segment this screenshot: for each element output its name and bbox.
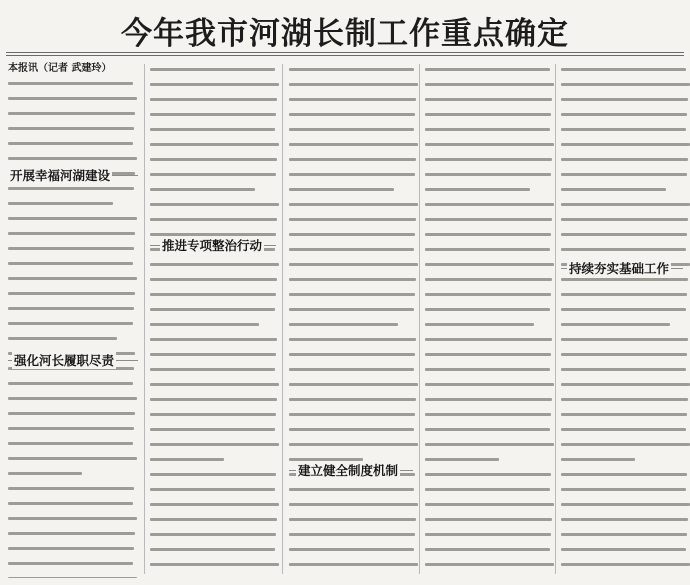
text-line (150, 563, 279, 566)
text-line (561, 518, 688, 521)
article-column-4 (425, 62, 555, 578)
text-line (425, 428, 550, 431)
text-line (8, 427, 134, 430)
text-line (150, 503, 279, 506)
text-line (289, 188, 394, 191)
text-line (561, 113, 687, 116)
text-line (150, 83, 279, 86)
text-line (425, 473, 551, 476)
text-line (8, 442, 133, 445)
text-line (425, 98, 552, 101)
text-line (150, 113, 276, 116)
text-line (561, 83, 690, 86)
text-line (8, 487, 134, 490)
text-line (150, 338, 277, 341)
text-line (561, 428, 686, 431)
text-line (8, 577, 137, 578)
text-line (8, 292, 135, 295)
text-line (425, 218, 552, 221)
text-line (150, 488, 275, 491)
text-line (150, 68, 275, 71)
section-heading: 强化河长履职尽责 (14, 353, 115, 368)
text-line (289, 113, 415, 116)
text-line (8, 112, 135, 115)
text-line (561, 188, 666, 191)
text-line (425, 383, 554, 386)
text-line (289, 563, 418, 566)
text-line (289, 203, 418, 206)
text-line (561, 563, 690, 566)
text-line (425, 263, 554, 266)
text-line (150, 218, 277, 221)
text-line (425, 533, 551, 536)
text-line (425, 113, 551, 116)
text-line (150, 398, 277, 401)
text-line (425, 353, 551, 356)
text-line (8, 97, 137, 100)
text-line (150, 263, 279, 266)
text-line (289, 308, 414, 311)
text-line (561, 98, 688, 101)
headline-rule-bottom (6, 55, 684, 56)
text-line (289, 263, 418, 266)
text-line (289, 518, 416, 521)
text-line (561, 383, 690, 386)
text-line (289, 68, 414, 71)
text-line (425, 278, 552, 281)
text-line (8, 517, 137, 520)
text-line (561, 533, 687, 536)
text-line (8, 202, 113, 205)
text-line (561, 443, 690, 446)
text-line (289, 548, 414, 551)
text-line (8, 412, 135, 415)
paragraph-lines (150, 62, 280, 578)
article-column-3 (289, 62, 419, 578)
text-line (289, 233, 415, 236)
text-line (425, 293, 551, 296)
text-line (8, 277, 137, 280)
text-line (289, 173, 415, 176)
text-line (150, 428, 275, 431)
text-line (150, 368, 275, 371)
text-line (8, 382, 133, 385)
text-line (150, 143, 279, 146)
text-line (289, 83, 418, 86)
text-line (150, 128, 275, 131)
text-line (425, 518, 552, 521)
text-line (289, 218, 416, 221)
text-line (561, 308, 686, 311)
text-line (561, 458, 635, 461)
text-line (8, 337, 117, 340)
text-line (425, 503, 554, 506)
text-line (425, 323, 534, 326)
section-heading: 建立健全制度机制 (298, 463, 399, 478)
text-line (561, 338, 688, 341)
headline: 今年我市河湖长制工作重点确定 (121, 16, 569, 52)
text-line (561, 158, 688, 161)
text-line (561, 278, 688, 281)
text-line (289, 383, 418, 386)
text-line (289, 413, 415, 416)
text-line (289, 443, 418, 446)
paragraph-lines (561, 62, 690, 578)
text-line (425, 203, 554, 206)
text-line (561, 353, 687, 356)
text-line (289, 98, 416, 101)
text-line (150, 278, 277, 281)
text-line (425, 338, 552, 341)
text-line (561, 128, 686, 131)
article-column-1 (8, 62, 138, 578)
text-line (8, 127, 134, 130)
text-line (425, 458, 499, 461)
text-line (425, 83, 554, 86)
text-line (561, 203, 690, 206)
text-line (150, 443, 279, 446)
text-line (561, 68, 686, 71)
text-line (150, 413, 276, 416)
text-line (561, 503, 690, 506)
text-line (8, 187, 134, 190)
text-line (8, 562, 133, 565)
text-line (8, 457, 137, 460)
text-line (425, 398, 552, 401)
text-line (8, 232, 135, 235)
text-line (289, 533, 415, 536)
section-heading: 持续夯实基础工作 (569, 261, 670, 276)
text-line (8, 217, 137, 220)
text-line (150, 383, 279, 386)
text-line (425, 308, 550, 311)
text-line (425, 143, 554, 146)
text-line (150, 293, 276, 296)
text-line (561, 143, 690, 146)
headline-rule-top (6, 52, 684, 53)
text-line (561, 473, 687, 476)
text-line (150, 173, 276, 176)
text-line (8, 247, 134, 250)
text-line (289, 278, 416, 281)
text-line (425, 413, 551, 416)
text-line (8, 547, 134, 550)
text-line (8, 82, 133, 85)
paragraph-lines (8, 76, 138, 578)
text-line (425, 548, 550, 551)
text-line (561, 488, 686, 491)
column-divider (144, 64, 145, 574)
text-line (425, 158, 552, 161)
text-line (150, 98, 277, 101)
text-line (150, 533, 276, 536)
column-divider (555, 64, 556, 574)
column-divider (419, 64, 420, 574)
text-line (150, 353, 276, 356)
text-line (150, 473, 276, 476)
text-line (425, 248, 550, 251)
text-line (425, 563, 554, 566)
text-line (150, 518, 277, 521)
text-line (561, 293, 687, 296)
text-line (425, 443, 554, 446)
text-line (289, 158, 416, 161)
text-line (8, 307, 134, 310)
byline: 本报讯（记者 武建玲） (8, 63, 112, 74)
text-line (289, 293, 415, 296)
article-column-5 (561, 62, 690, 578)
text-line (289, 428, 414, 431)
text-line (150, 308, 275, 311)
text-line (289, 323, 398, 326)
text-line (425, 488, 550, 491)
text-line (425, 128, 550, 131)
text-line (289, 503, 418, 506)
text-line (289, 398, 416, 401)
text-line (8, 322, 133, 325)
text-line (8, 502, 133, 505)
text-line (8, 397, 137, 400)
paragraph-lines (289, 62, 419, 578)
text-line (561, 218, 688, 221)
text-line (289, 143, 418, 146)
text-line (561, 323, 670, 326)
paragraph-lines (425, 62, 555, 578)
text-line (8, 472, 82, 475)
text-line (289, 248, 414, 251)
text-line (150, 203, 279, 206)
text-line (150, 188, 255, 191)
text-line (150, 323, 259, 326)
text-line (561, 548, 686, 551)
text-line (561, 233, 687, 236)
text-line (8, 157, 137, 160)
text-line (289, 368, 414, 371)
article-column-2 (150, 62, 280, 578)
text-line (425, 68, 550, 71)
text-line (150, 458, 224, 461)
text-line (8, 142, 133, 145)
text-line (561, 248, 686, 251)
text-line (425, 173, 551, 176)
text-line (561, 413, 687, 416)
text-line (425, 188, 530, 191)
text-line (150, 158, 277, 161)
text-line (289, 338, 416, 341)
text-line (561, 173, 687, 176)
column-divider (282, 64, 283, 574)
section-heading: 推进专项整治行动 (162, 238, 263, 253)
text-line (289, 488, 414, 491)
text-line (425, 368, 550, 371)
text-line (8, 262, 133, 265)
section-heading: 开展幸福河湖建设 (10, 168, 111, 183)
text-line (425, 233, 551, 236)
text-line (289, 353, 415, 356)
text-line (289, 128, 414, 131)
text-line (561, 368, 686, 371)
text-line (8, 532, 135, 535)
text-line (150, 548, 275, 551)
text-line (561, 398, 688, 401)
